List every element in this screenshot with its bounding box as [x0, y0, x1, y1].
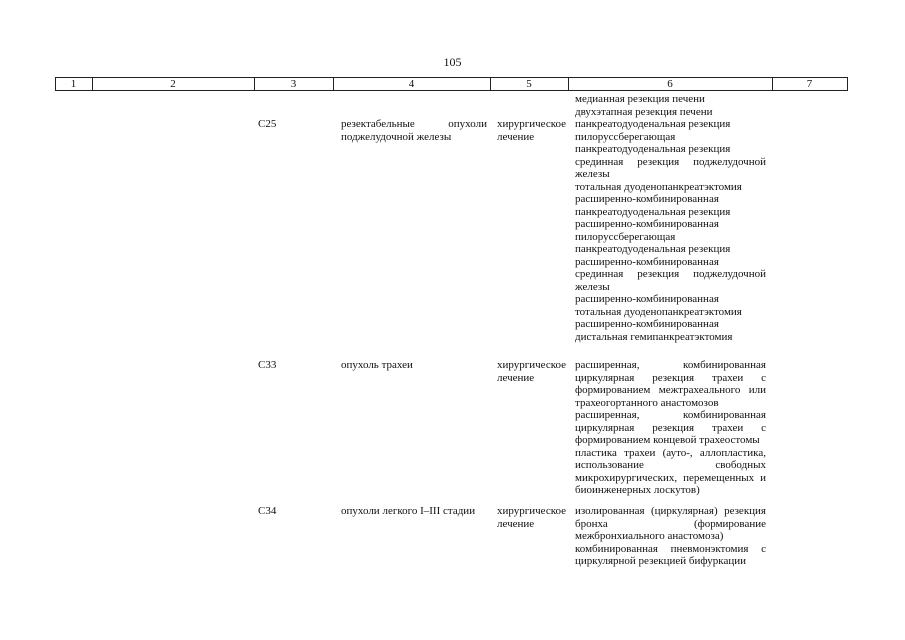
procedure-item: двухэтапная резекция печени: [575, 105, 713, 118]
procedure-item: расширенно-комбинированная пилоруссберегающая панкреатодуоденальная резекция: [575, 218, 731, 255]
disease-description: резектабельные опухоли поджелудочной железы: [341, 118, 487, 143]
procedures-list: [575, 118, 766, 343]
procedure-item: тотальная дуоденопанкреатэктомия: [575, 180, 742, 193]
procedures-list: [575, 505, 766, 568]
disease-description: опухоль трахеи: [341, 359, 413, 371]
procedures-list: [575, 93, 766, 118]
treatment-type: хирургическое лечение: [497, 359, 567, 384]
procedure-item: медианная резекция печени: [575, 93, 705, 105]
procedure-item: расширенно-комбинированная тотальная дуоденопанкреатэктомия: [575, 293, 742, 318]
procedure-item: комбинированная пневмонэктомия с циркулярной резекцией бифуркации: [575, 542, 766, 567]
treatment-type: хирургическое лечение: [497, 118, 567, 143]
treatment-type: хирургическое лечение: [497, 505, 567, 530]
procedure-item: пластика трахеи (ауто-, аллопластика, использование свободных микрохирургических, перемещенных и биоинженерных лоскутов): [575, 446, 766, 496]
icd-code: C34: [258, 505, 277, 517]
procedure-item: расширенно-комбинированная срединная резекция поджелудочной железы: [575, 255, 766, 293]
header-col-7: 7: [806, 78, 813, 90]
procedure-item: расширенно-комбинированная дистальная гемипанкреатэктомия: [575, 318, 733, 343]
procedure-item: расширенная, комбинированная циркулярная резекция трахеи с формированием межтрахеального или трахеогортанного анастомозов: [575, 359, 766, 409]
header-col-5: 5: [526, 78, 532, 90]
header-col-3: 3: [290, 78, 297, 90]
page-number: 105: [443, 55, 462, 69]
header-col-1: 1: [70, 78, 77, 90]
header-col-2: 2: [170, 78, 176, 90]
procedures-list: [575, 359, 766, 497]
procedure-item: панкреатодуоденальная резекция: [575, 118, 731, 130]
disease-description: опухоли легкого I–III стадии: [341, 505, 476, 517]
procedure-item: пилоруссберегающая панкреатодуоденальная резекция: [575, 130, 731, 155]
icd-code: C33: [258, 359, 277, 371]
header-divider: [847, 78, 848, 91]
icd-code: C25: [258, 118, 277, 130]
procedure-item: расширенно-комбинированная панкреатодуоденальная резекция: [575, 193, 731, 218]
header-col-4: 4: [408, 78, 415, 90]
procedure-item: расширенная, комбинированная циркулярная резекция трахеи с формированием концевой трахеостомы: [575, 409, 766, 446]
procedure-item: изолированная (циркулярная) резекция бронха (формирование межбронхиального анастомоза): [575, 505, 766, 542]
procedure-item: срединная резекция поджелудочной железы: [575, 155, 766, 180]
header-col-6: 6: [667, 78, 673, 90]
